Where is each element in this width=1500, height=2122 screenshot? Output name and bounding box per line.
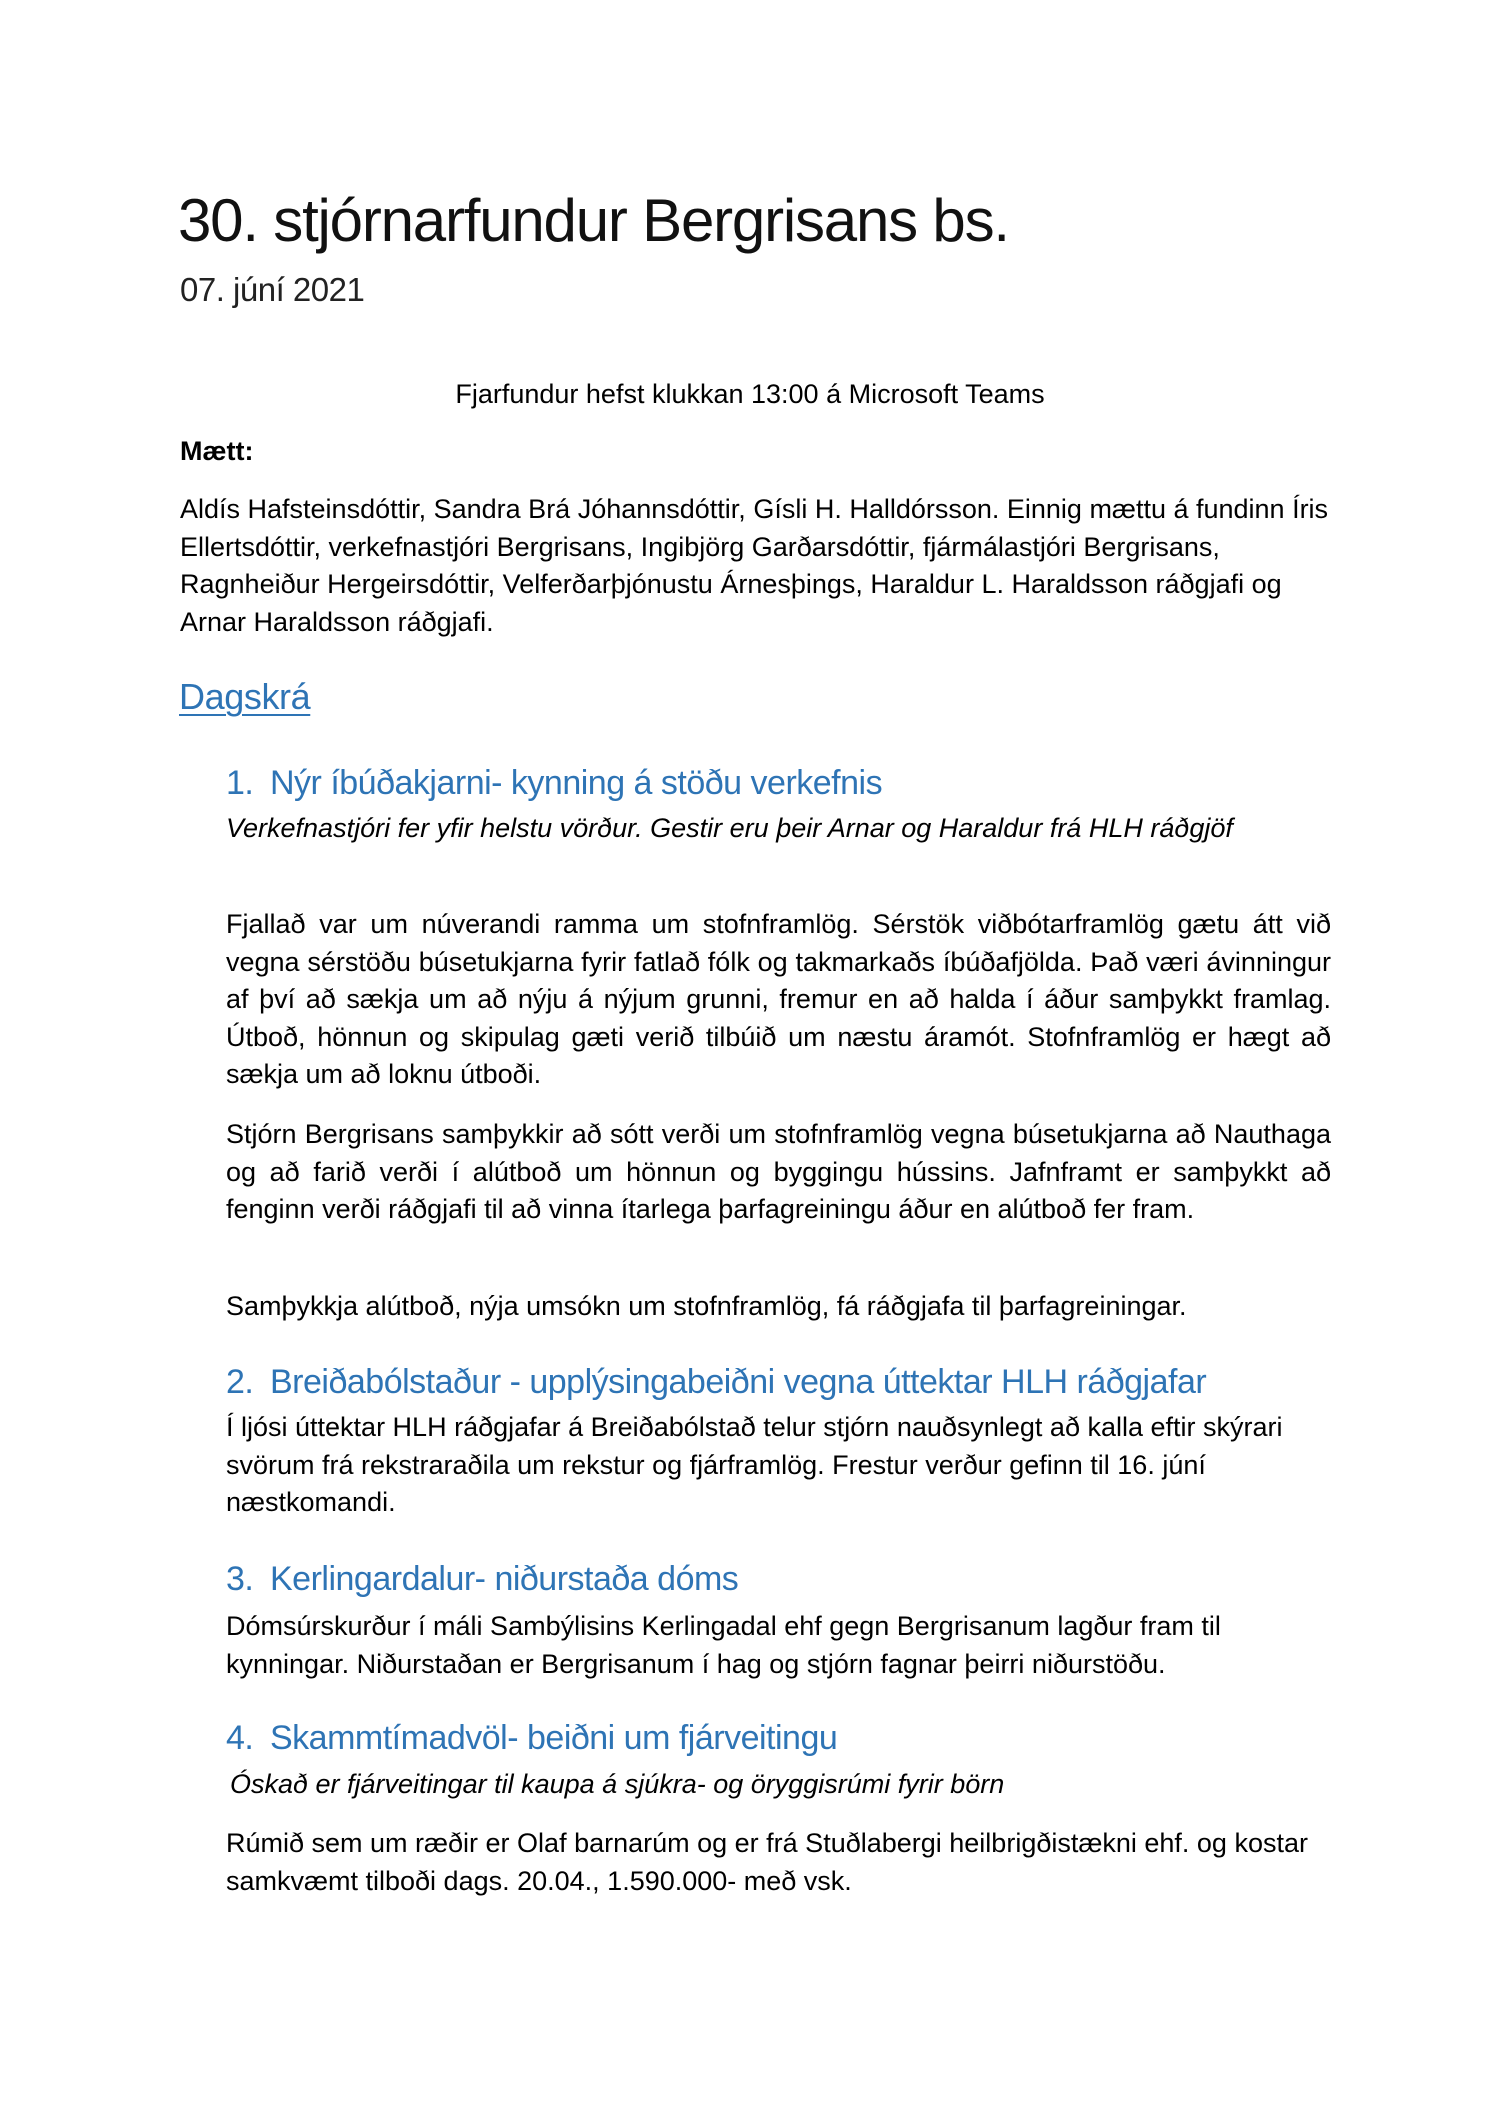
document-title: 30. stjórnarfundur Bergrisans bs.: [178, 187, 1009, 254]
item-title: Skammtímadvöl- beiðni um fjárveitingu: [270, 1719, 838, 1757]
agenda-item-3-heading: [226, 1558, 738, 1600]
item-number: 2.: [226, 1363, 254, 1401]
agenda-item-2-heading: [226, 1361, 1206, 1403]
item-number: 3.: [226, 1560, 254, 1598]
item-title: Kerlingardalur- niðurstaða dóms: [270, 1560, 739, 1598]
meeting-date: 07. júní 2021: [180, 271, 365, 308]
agenda-item-1-summary: Samþykkja alútboð, nýja umsókn um stofnframlög, fá ráðgjafa til þarfagreiningar.: [226, 1291, 1187, 1321]
agenda-item-4-intro: Óskað er fjárveitingar til kaupa á sjúkra- og öryggisrúmi fyrir börn: [230, 1769, 1005, 1799]
item-title: Breiðabólstaður - upplýsingabeiðni vegna úttektar HLH ráðgjafar: [270, 1363, 1207, 1401]
agenda-heading: Dagskrá: [179, 676, 311, 717]
agenda-item-1-paragraph: Fjallað var um núverandi ramma um stofnframlög. Sérstök viðbótarframlög gætu átt við vegna sérstöðu búsetukjarna fyrir fatlað fólk og takmarkaðs íbúðafjölda. Það væri ávinningur af því að sækja um að nýju á nýjum grunni, fremur en að halda í áður samþykkt framlag. Útboð, hönnun og skipulag gæti verið tilbúið um næstu áramót. Stofnframlög er hægt að sækja um að loknu útboði.: [226, 909, 1331, 1089]
attendees-label: Mætt:: [180, 436, 254, 466]
agenda-item-4-heading: [226, 1717, 837, 1759]
item-number: 1.: [226, 764, 254, 802]
agenda-item-1-heading: [226, 762, 882, 804]
agenda-item-3-paragraph: Dómsúrskurður í máli Sambýlisins Kerlingadal ehf gegn Bergrisanum lagður fram til kynningar. Niðurstaðan er Bergrisanum í hag og stjórn fagnar þeirri niðurstöðu.: [226, 1611, 1221, 1679]
item-title: Nýr íbúðakjarni- kynning á stöðu verkefnis: [270, 764, 883, 802]
agenda-item-4-paragraph: Rúmið sem um ræðir er Olaf barnarúm og er frá Stuðlabergi heilbrigðistækni ehf. og kostar samkvæmt tilboði dags. 20.04., 1.590.000- með vsk.: [226, 1828, 1308, 1896]
agenda-item-1-decision: Stjórn Bergrisans samþykkir að sótt verði um stofnframlög vegna búsetukjarna að Nauthaga og að farið verði í alútboð um hönnun og byggingu hússins. Jafnframt er samþykkt að fenginn verði ráðgjafi til að vinna ítarlega þarfagreiningu áður en alútboð fer fram.: [226, 1119, 1331, 1224]
agenda-item-2-paragraph: Í ljósi úttektar HLH ráðgjafar á Breiðabólstað telur stjórn nauðsynlegt að kalla eftir skýrari svörum frá rekstraraðila um rekstur og fjárframlög. Frestur verður gefinn til 16. júní næstkomandi.: [226, 1412, 1283, 1517]
attendees-text: Aldís Hafsteinsdóttir, Sandra Brá Jóhannsdóttir, Gísli H. Halldórsson. Einnig mættu á fundinn Íris Ellertsdóttir, verkefnastjóri Bergrisans, Ingibjörg Garðarsdóttir, fjármálastjóri Bergrisans, Ragnheiður Hergeirsdóttir, Velferðarþjónustu Árnesþings, Haraldur L. Haraldsson ráðgjafi og Arnar Haraldsson ráðgjafi.: [180, 494, 1329, 637]
agenda-item-1-intro: Verkefnastjóri fer yfir helstu vörður. Gestir eru þeir Arnar og Haraldur frá HLH ráðgjöf: [226, 813, 1233, 843]
item-number: 4.: [226, 1719, 254, 1757]
meeting-info: Fjarfundur hefst klukkan 13:00 á Microsoft Teams: [455, 379, 1045, 409]
